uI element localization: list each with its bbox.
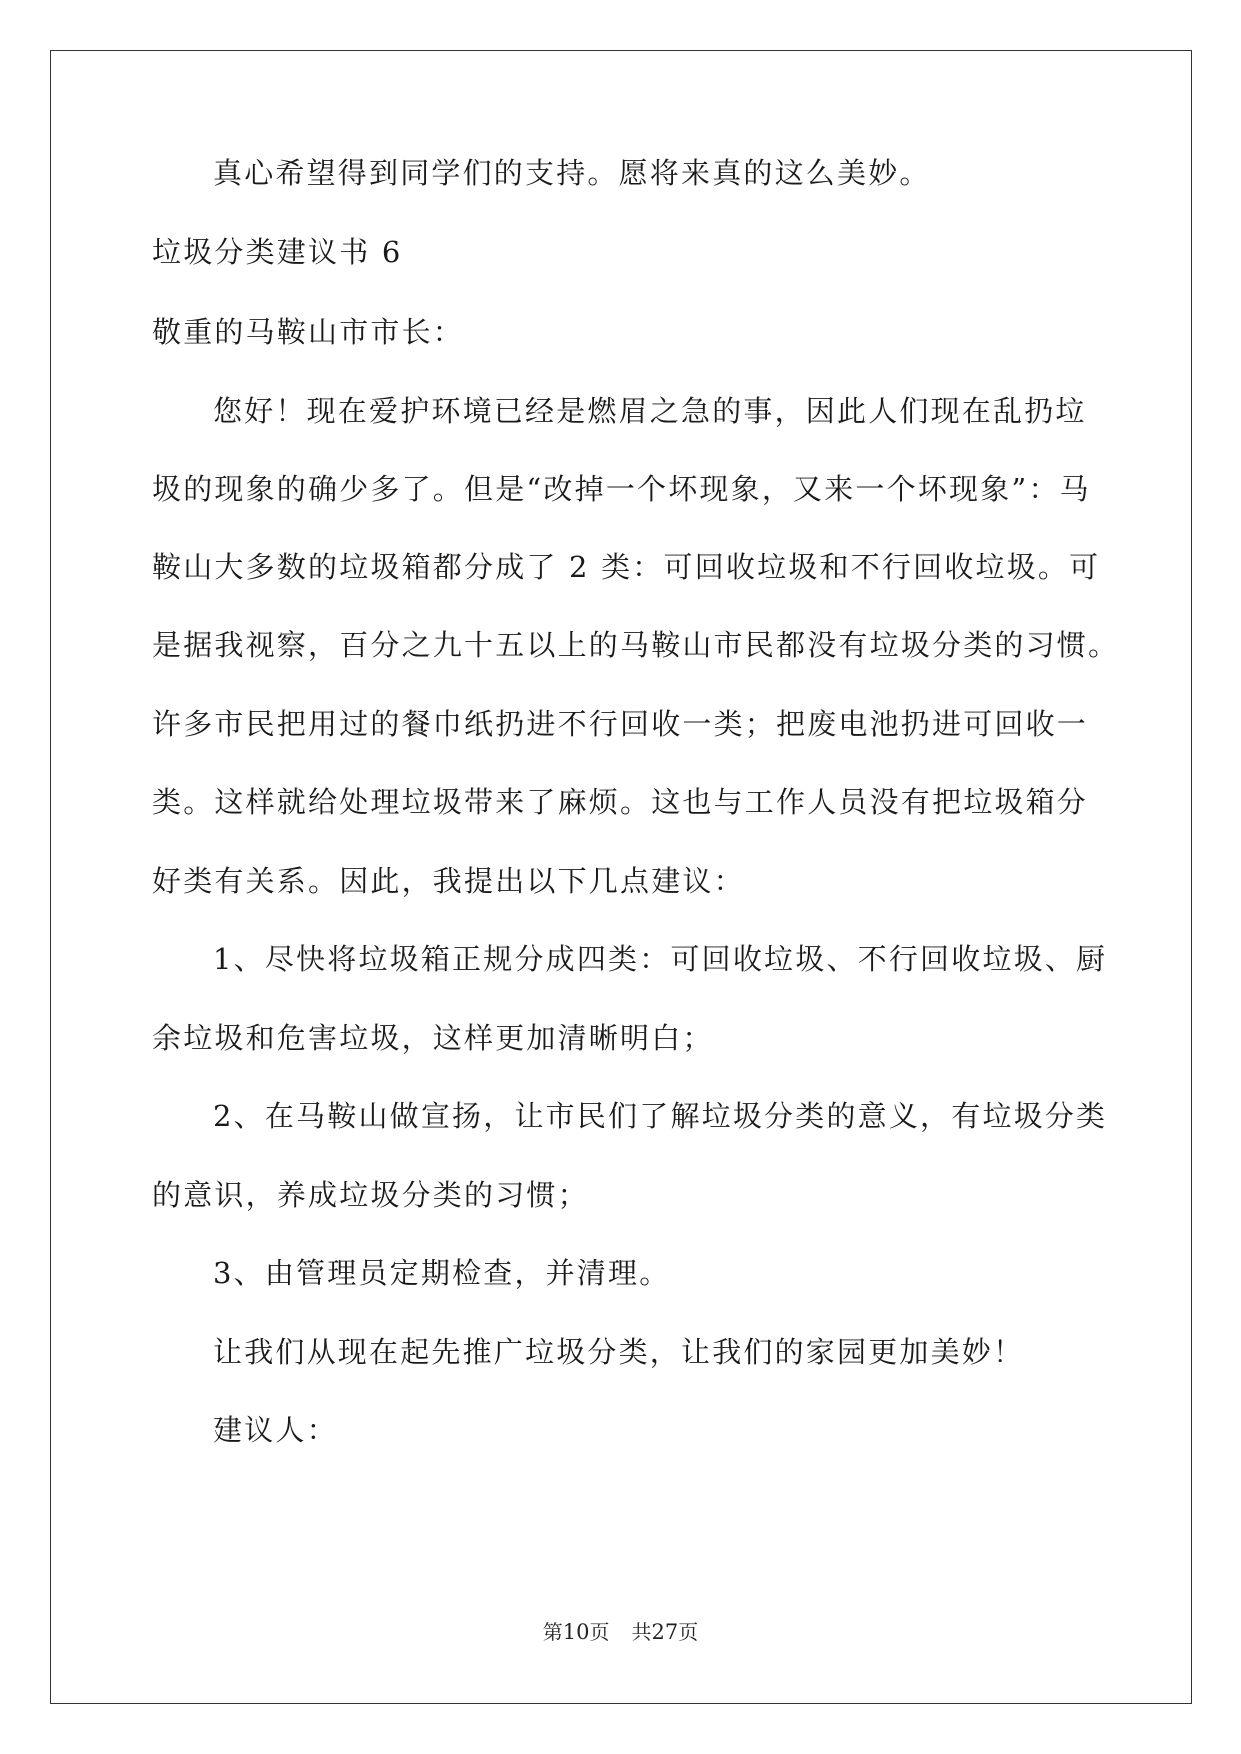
page-total: 27 [651, 1620, 679, 1644]
paragraph-line: 类。这样就给处理垃圾带来了麻烦。这也与工作人员没有把垃圾箱分 [152, 785, 1089, 819]
suggestion-item-continued: 余垃圾和危害垃圾，这样更加清晰明白； [152, 1021, 714, 1055]
section-heading: 垃圾分类建议书 6 [152, 235, 403, 269]
total-prefix: 共 [631, 1620, 652, 1644]
page-footer [0, 1617, 1241, 1647]
page-unit: 页 [589, 1620, 610, 1644]
paragraph-line: 好类有关系。因此，我提出以下几点建议： [152, 864, 745, 898]
suggestion-item: 1、尽快将垃圾箱正规分成四类：可回收垃圾、不行回收垃圾、厨 [213, 942, 1108, 976]
paragraph-line: 您好！现在爱护环境已经是燃眉之急的事，因此人们现在乱扔垃 [213, 394, 1087, 428]
total-unit: 页 [678, 1620, 699, 1644]
paragraph-line: 是据我视察，百分之九十五以上的马鞍山市民都没有垃圾分类的习惯。 [152, 628, 1120, 662]
paragraph-line: 许多市民把用过的餐巾纸扔进不行回收一类；把废电池扔进可回收一 [152, 707, 1089, 741]
signature-label: 建议人： [213, 1413, 338, 1447]
suggestion-item: 3、由管理员定期检查，并清理。 [213, 1256, 671, 1290]
paragraph-line: 圾的现象的确少多了。但是“改掉一个坏现象，又来一个坏现象”：马 [152, 472, 1091, 506]
page-prefix: 第 [542, 1620, 563, 1644]
paragraph-line: 真心希望得到同学们的支持。愿将来真的这么美妙。 [213, 156, 931, 190]
salutation: 敬重的马鞍山市市长： [152, 315, 465, 349]
page-current: 10 [562, 1620, 590, 1644]
closing-line: 让我们从现在起先推广垃圾分类，让我们的家园更加美妙！ [213, 1335, 1025, 1369]
suggestion-item: 2、在马鞍山做宣扬，让市民们了解垃圾分类的意义，有垃圾分类 [213, 1099, 1108, 1133]
suggestion-item-continued: 的意识，养成垃圾分类的习惯； [152, 1178, 589, 1212]
paragraph-line: 鞍山大多数的垃圾箱都分成了 2 类：可回收垃圾和不行回收垃圾。可 [152, 550, 1101, 584]
